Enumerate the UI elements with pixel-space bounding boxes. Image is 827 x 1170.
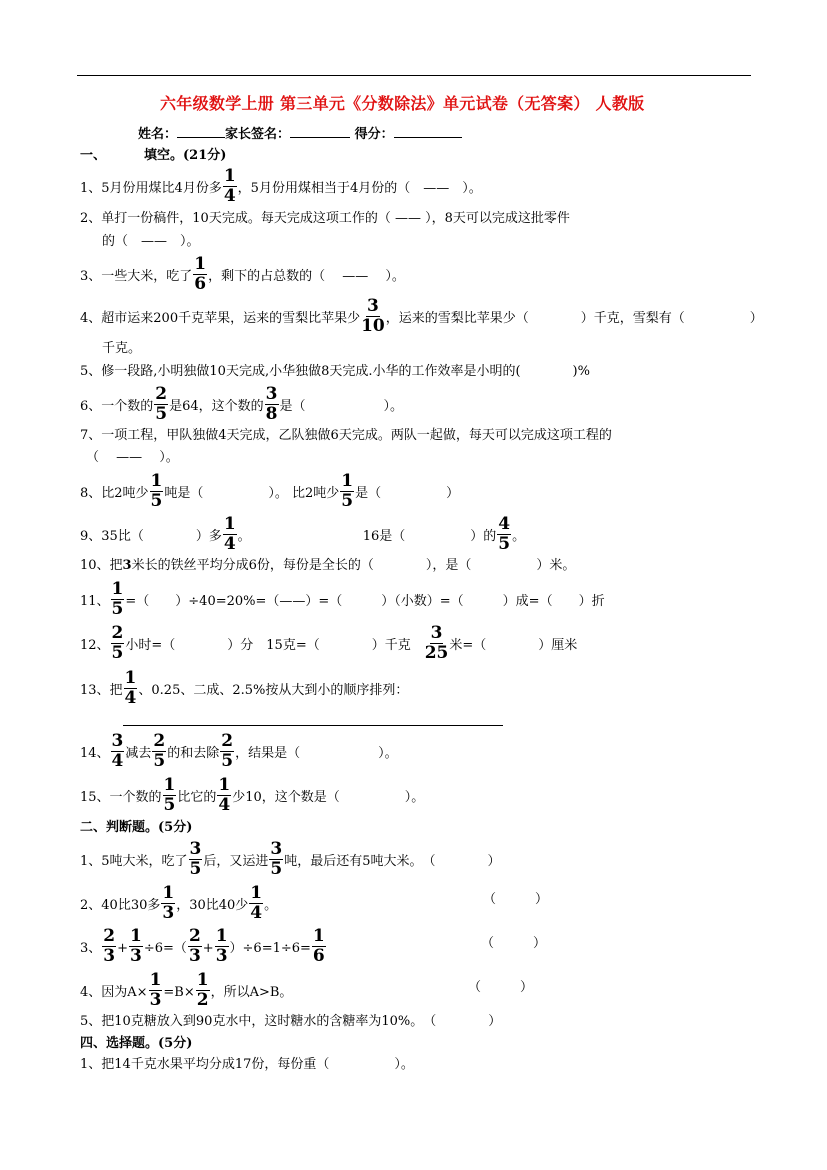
fraction [150,473,164,510]
q-text: 10、把 [80,558,123,573]
denominator: 3 [215,946,228,966]
q-text: 小时=（ ）分 15克=（ ）千克 [125,638,411,653]
judge-1 [80,839,501,880]
score-blank [394,125,462,138]
q-text: 、0.25、二成、2.5%按从大到小的顺序排列： [138,683,409,698]
q-text: 7、一项工程，甲队独做4天完成，乙队独做6天完成。两队一起做，每天可以完成这项工程的 [80,428,612,443]
q-text: 2、单打一份稿件，10天完成。每天完成这项工作的（ —— ），8天可以完成这批零件 [80,211,570,226]
q-text: 13、把 [80,683,123,698]
fraction [111,733,125,770]
question-14 [80,731,398,772]
numerator: 1 [196,970,209,990]
top-rule [77,75,751,76]
numerator: 3 [270,839,283,859]
judge-2-paren [483,893,548,906]
question-11 [80,579,605,620]
question-13 [80,668,409,709]
numerator: 3 [111,731,124,751]
q-text: 4、超市运来200千克苹果，运来的雪梨比苹果少 [80,311,361,326]
q-text: 5、把10克糖放入到90克水中，这时糖水的含糖率为10%。 （ ） [80,1014,502,1029]
question-10 [80,559,575,572]
denominator: 5 [111,643,124,663]
numerator: 1 [130,926,142,946]
numerator: 2 [111,623,124,643]
q-text: 8、比2吨少 [80,486,149,501]
q-text: ，结果是（ ）。 [235,746,398,761]
question-12 [80,623,578,664]
question-8 [80,471,460,512]
q-text: 是（ ）。 [279,399,404,414]
denominator: 5 [155,404,168,424]
q-text: 15、一个数的 [80,790,162,805]
denominator: 4 [250,903,263,923]
q-text: 16是（ ）的 [362,529,497,544]
fraction [189,841,203,878]
fraction [249,885,263,922]
fraction [312,928,326,965]
numerator: 2 [103,926,116,946]
q-text: =（ ）÷40=20%=（——）=（ ）（小数）=（ ）成=（ ）折 [125,594,605,609]
numerator: 1 [341,471,354,491]
numerator: 1 [111,579,124,599]
q-text: 米=（ ）厘米 [449,638,578,653]
header-fields [138,125,462,141]
numerator: 1 [223,514,236,534]
denominator: 3 [149,990,162,1010]
q-text: 米长的铁丝平均分成6份，每份是全长的（ ），是（ ）米。 [131,558,576,573]
q-text: 是64，这个数的 [169,399,264,414]
numerator: 1 [312,926,325,946]
q-text: ，30比40少 [176,898,249,913]
q-text: 5、修一段路,小明独做10天完成,小华独做8天完成.小华的工作效率是小明的( )% [80,364,590,379]
q-text: 4、因为A× [80,985,148,1000]
section-4-heading [80,1037,192,1050]
fraction [111,625,125,662]
q-text: 2、40比30多 [80,898,161,913]
judge-2 [80,883,278,924]
denominator: 6 [312,946,325,966]
q-text: ，运来的雪梨比苹果少（ ）千克，雪梨有（ ） [385,311,763,326]
judge-4-paren [468,981,533,994]
fraction [124,670,138,707]
section-label: 四、选择题。(5分) [80,1036,193,1051]
question-4 [80,296,763,337]
q-text: 9、35比（ ）多 [80,529,222,544]
section-label: 二、判断题。(5分) [80,820,193,835]
denominator: 5 [153,751,166,771]
page-title: 六年级数学上册 第三单元《分数除法》单元试卷（无答案） 人教版 [160,94,645,113]
denominator: 4 [124,688,137,708]
denominator: 3 [130,946,142,966]
q-text: =B× [163,985,195,1000]
q-text: 14、 [80,746,110,761]
numerator: 1 [163,775,176,795]
q-text: 后，又运进 [203,854,269,869]
numerator: 1 [218,775,231,795]
fraction [425,625,449,662]
numerator: 2 [153,731,166,751]
fraction [269,841,283,878]
numerator: 4 [498,514,511,534]
denominator: 8 [265,404,278,424]
numerator: 3 [430,623,443,643]
denominator: 5 [221,751,234,771]
question-9 [80,514,526,555]
question-2-cont [102,235,200,248]
denominator: 5 [163,795,176,815]
denominator: 2 [196,990,209,1010]
numerator: 1 [223,166,236,186]
denominator: 4 [218,795,231,815]
numerator: 1 [250,883,263,903]
numerator: 2 [221,731,234,751]
q-text: + [117,941,129,956]
name-blank [177,125,225,138]
answer-line [123,725,503,726]
section-label: 填空。(21分) [144,148,227,163]
denominator: 10 [361,316,385,336]
fraction [223,168,237,205]
denominator: 6 [194,274,207,294]
judge-3 [80,926,327,967]
choice-1 [80,1058,414,1071]
denominator: 5 [498,534,511,554]
q-text: （ ） [468,980,534,995]
numerator: 1 [215,926,228,946]
section-1-heading [80,149,226,162]
q-text: ÷6=（ [143,941,187,956]
q-text: （ ） [481,936,547,951]
fraction [102,928,116,965]
fraction [265,386,279,423]
score-label: 得分： [354,127,394,142]
numerator: 1 [124,668,137,688]
question-4-cont [102,342,141,355]
q-text: 3 [122,558,132,573]
denominator: 5 [189,859,202,879]
q-text: 12、 [80,638,110,653]
question-3 [80,254,405,295]
question-7 [80,429,612,442]
q-text: 比它的 [177,790,217,805]
denominator: 4 [111,751,124,771]
numerator: 3 [367,296,379,316]
numerator: 1 [150,471,163,491]
fraction [215,928,229,965]
fraction [152,733,166,770]
denominator: 5 [341,491,354,511]
q-text: 3、一些大米，吃了 [80,269,193,284]
q-text: 1、把14千克水果平均分成17份，每份重（ ）。 [80,1057,414,1072]
q-text: 11、 [80,594,110,609]
numerator: 1 [194,254,207,274]
numerator: 1 [162,883,175,903]
fraction [163,777,177,814]
q-text: 3、 [80,941,102,956]
fraction [149,972,163,1009]
numerator: 1 [149,970,162,990]
q-text: 吨，最后还有5吨大米。 （ ） [284,854,501,869]
numerator: 3 [265,384,278,404]
denominator: 3 [162,903,175,923]
q-text: 千克。 [102,341,142,356]
q-text: 。 [512,529,526,544]
fraction [111,581,125,618]
q-text: ，5月份用煤相当于4月份的（ —— ）。 [237,181,482,196]
numerator: 3 [189,839,202,859]
denominator: 5 [270,859,283,879]
denominator: 4 [223,534,236,554]
fraction [361,298,385,335]
q-text: 。 [237,529,251,544]
judge-5 [80,1015,501,1028]
fraction [154,386,168,423]
question-6 [80,384,404,425]
fraction [161,885,175,922]
q-text: 6、一个数的 [80,399,154,414]
q-text: 的（ —— ）。 [102,234,200,249]
question-15 [80,775,425,816]
denominator: 25 [424,643,449,663]
fraction [188,928,202,965]
q-text: 减去 [125,746,152,761]
denominator: 3 [103,946,116,966]
q-text: + [202,941,214,956]
question-2 [80,212,570,225]
q-text: ，所以A>B。 [210,985,293,1000]
numerator: 2 [188,926,201,946]
numerator: 2 [155,384,168,404]
q-text: 是（ ） [355,486,460,501]
judge-4 [80,970,293,1011]
q-text: ，剩下的占总数的（ —— ）。 [208,269,405,284]
parent-blank [290,125,350,138]
q-text: （ ） [483,892,549,907]
question-5 [80,365,590,378]
denominator: 5 [111,599,124,619]
denominator: 5 [150,491,163,511]
q-text: （ —— ）。 [86,450,179,465]
q-text: 少10，这个数是（ ）。 [232,790,425,805]
q-text: 。 [264,898,278,913]
q-text: 1、5吨大米，吃了 [80,854,188,869]
fraction [340,473,354,510]
q-text: 吨是（ ）。 比2吨少 [164,486,340,501]
q-text: 的和去除 [167,746,220,761]
fraction [217,777,231,814]
section-number: 一、 [80,148,107,163]
denominator: 3 [188,946,201,966]
fraction [129,928,143,965]
question-1 [80,166,482,207]
fraction [193,256,207,293]
judge-3-paren [481,937,546,950]
parent-label: 家长签名： [225,127,291,142]
q-text: ）÷6=1÷6= [229,941,311,956]
question-7-cont [86,451,179,464]
name-label: 姓名： [138,127,178,142]
fraction [223,516,237,553]
denominator: 4 [223,186,236,206]
fraction [220,733,234,770]
section-2-heading [80,821,192,834]
q-text: 1、5月份用煤比4月份多 [80,181,222,196]
fraction [196,972,210,1009]
fraction [497,516,511,553]
